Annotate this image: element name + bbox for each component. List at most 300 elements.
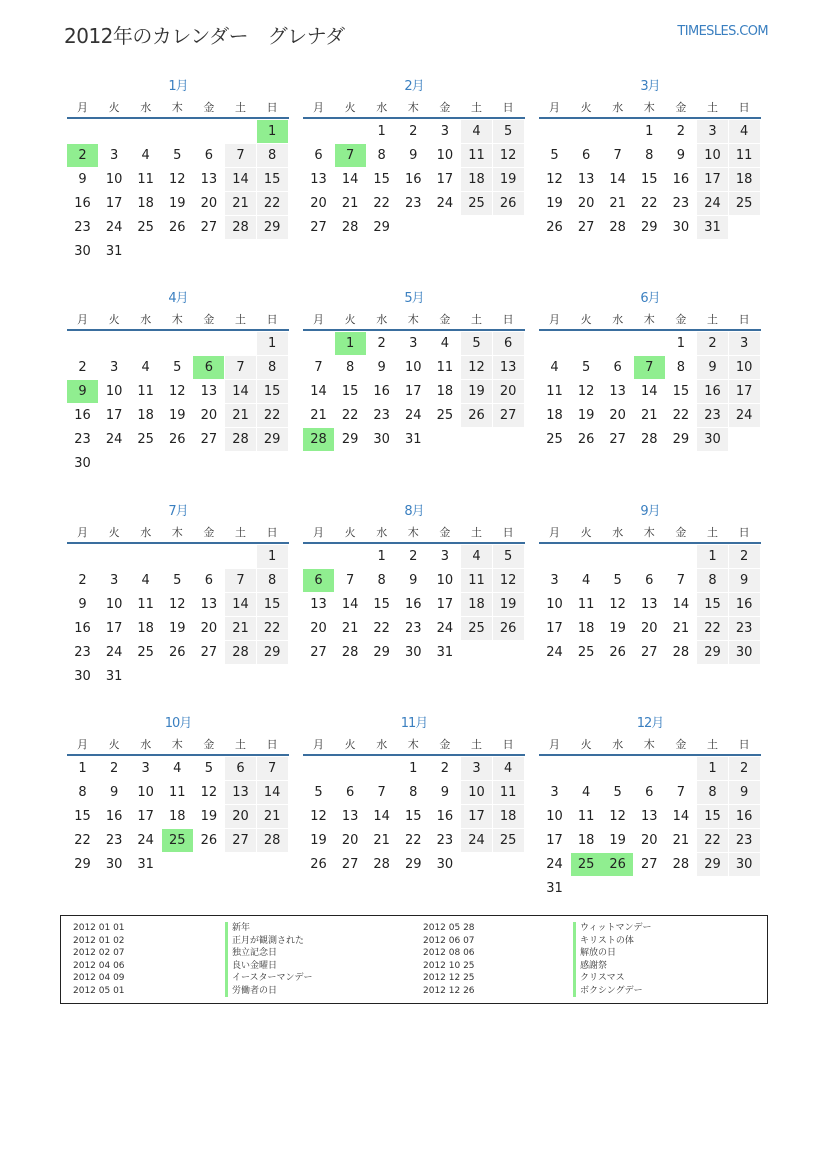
day-cell: 17 bbox=[105, 196, 123, 211]
weekday-label: 水 bbox=[612, 313, 624, 326]
day-cell: 9 bbox=[78, 172, 87, 187]
day-cell: 29 bbox=[373, 645, 390, 660]
holiday-date: 2012 05 01 bbox=[73, 985, 125, 996]
weekday-label: 土 bbox=[707, 738, 718, 751]
weekday-label: 月 bbox=[549, 738, 560, 751]
day-cell: 21 bbox=[225, 192, 256, 215]
day-cell: 16 bbox=[74, 408, 91, 423]
day-cell: 8 bbox=[257, 144, 288, 167]
day-cell: 7 bbox=[345, 573, 355, 588]
day-cell: 1 bbox=[257, 332, 288, 355]
day-cell: 19 bbox=[200, 809, 218, 824]
day-cell: 18 bbox=[546, 408, 563, 423]
day-cell: 27 bbox=[641, 857, 658, 872]
day-cell: 25 bbox=[493, 829, 524, 852]
day-cell: 5 bbox=[173, 573, 182, 588]
day-cell: 28 bbox=[257, 829, 288, 852]
day-cell: 4 bbox=[581, 573, 591, 588]
holiday-day-cell: 28 bbox=[303, 428, 334, 451]
day-cell: 27 bbox=[200, 645, 218, 660]
day-cell: 19 bbox=[493, 168, 524, 191]
day-cell: 23 bbox=[729, 617, 760, 640]
day-cell: 28 bbox=[373, 857, 390, 872]
weekday-label: 木 bbox=[643, 738, 655, 751]
day-cell: 24 bbox=[729, 404, 760, 427]
day-cell: 18 bbox=[137, 621, 154, 636]
day-cell: 25 bbox=[137, 645, 154, 660]
holiday-date: 2012 04 06 bbox=[73, 960, 125, 971]
day-cell: 19 bbox=[461, 380, 492, 403]
day-cell: 13 bbox=[310, 597, 327, 612]
weekday-label: 金 bbox=[675, 738, 687, 751]
day-cell: 3 bbox=[409, 336, 418, 351]
day-cell: 6 bbox=[645, 573, 654, 588]
weekday-label: 木 bbox=[171, 738, 183, 751]
day-cell: 12 bbox=[546, 172, 563, 187]
weekday-label: 水 bbox=[612, 738, 624, 751]
day-cell: 23 bbox=[729, 829, 760, 852]
weekday-label: 金 bbox=[439, 101, 451, 114]
day-cell: 3 bbox=[550, 573, 559, 588]
day-cell: 20 bbox=[641, 833, 658, 848]
day-cell: 18 bbox=[729, 168, 760, 191]
day-cell: 25 bbox=[137, 432, 154, 447]
day-cell: 18 bbox=[169, 809, 186, 824]
day-cell: 11 bbox=[137, 172, 154, 187]
month-name: 9月 bbox=[640, 504, 660, 519]
day-cell: 12 bbox=[200, 785, 218, 800]
weekday-label: 日 bbox=[502, 526, 514, 539]
weekday-label: 日 bbox=[738, 313, 750, 326]
day-cell: 15 bbox=[257, 168, 288, 191]
day-cell: 10 bbox=[105, 384, 123, 399]
weekday-label: 木 bbox=[171, 313, 183, 326]
weekday-label: 月 bbox=[77, 101, 88, 114]
weekday-label: 水 bbox=[376, 738, 388, 751]
holiday-date: 2012 01 02 bbox=[73, 935, 125, 946]
day-cell: 4 bbox=[141, 573, 150, 588]
day-cell: 16 bbox=[405, 597, 422, 612]
weekday-label: 土 bbox=[235, 526, 246, 539]
day-cell: 2 bbox=[729, 757, 760, 780]
day-cell: 21 bbox=[225, 404, 256, 427]
day-cell: 20 bbox=[609, 408, 626, 423]
day-cell: 20 bbox=[200, 196, 218, 211]
day-cell: 15 bbox=[672, 384, 690, 399]
holiday-name: 感謝祭 bbox=[573, 960, 651, 973]
month-name: 6月 bbox=[640, 291, 660, 306]
weekday-label: 木 bbox=[407, 101, 419, 114]
holiday-day-cell: 7 bbox=[335, 144, 366, 167]
holiday-day-cell: 26 bbox=[602, 853, 633, 876]
day-cell: 19 bbox=[169, 408, 186, 423]
day-cell: 13 bbox=[641, 809, 658, 824]
day-cell: 28 bbox=[225, 641, 256, 664]
day-cell: 23 bbox=[74, 432, 91, 447]
month-divider bbox=[303, 329, 525, 331]
day-cell: 10 bbox=[105, 597, 123, 612]
day-cell: 13 bbox=[493, 356, 524, 379]
weekday-label: 日 bbox=[502, 738, 514, 751]
day-cell: 8 bbox=[257, 356, 288, 379]
day-cell: 7 bbox=[676, 785, 686, 800]
weekday-label: 水 bbox=[376, 526, 388, 539]
day-cell: 29 bbox=[697, 641, 728, 664]
day-cell: 3 bbox=[109, 360, 119, 375]
day-cell: 25 bbox=[436, 408, 454, 423]
day-cell: 15 bbox=[697, 805, 728, 828]
site-logo[interactable]: TIMESLES.COM bbox=[677, 24, 768, 39]
day-cell: 7 bbox=[613, 148, 622, 163]
day-cell: 26 bbox=[169, 220, 186, 235]
day-cell: 21 bbox=[609, 196, 626, 211]
day-cell: 14 bbox=[641, 384, 658, 399]
month-name: 10月 bbox=[164, 716, 192, 731]
weekday-label: 金 bbox=[439, 313, 451, 326]
day-cell: 28 bbox=[225, 216, 256, 239]
day-cell: 22 bbox=[697, 829, 728, 852]
day-cell: 1 bbox=[377, 549, 386, 564]
weekday-label: 木 bbox=[171, 526, 183, 539]
weekday-label: 火 bbox=[580, 526, 592, 539]
day-cell: 30 bbox=[74, 456, 91, 471]
holiday-name: 良い金曜日 bbox=[225, 960, 313, 973]
day-cell: 16 bbox=[105, 809, 123, 824]
month-name: 8月 bbox=[404, 504, 424, 519]
day-cell: 22 bbox=[373, 621, 390, 636]
day-cell: 19 bbox=[577, 408, 595, 423]
day-cell: 19 bbox=[310, 833, 327, 848]
weekday-label: 土 bbox=[235, 101, 246, 114]
weekday-label: 火 bbox=[344, 313, 356, 326]
day-cell: 20 bbox=[341, 833, 359, 848]
day-cell: 7 bbox=[676, 573, 686, 588]
day-cell: 27 bbox=[609, 432, 626, 447]
day-cell: 7 bbox=[225, 356, 256, 379]
day-cell: 10 bbox=[729, 356, 760, 379]
day-cell: 11 bbox=[169, 785, 186, 800]
weekday-label: 日 bbox=[266, 738, 278, 751]
holiday-date: 2012 08 06 bbox=[423, 948, 475, 958]
day-cell: 24 bbox=[461, 829, 492, 852]
day-cell: 12 bbox=[577, 384, 595, 399]
day-cell: 31 bbox=[105, 669, 123, 684]
month-name: 7月 bbox=[168, 504, 188, 519]
weekday-header bbox=[303, 524, 525, 540]
day-cell: 10 bbox=[137, 785, 154, 800]
day-cell: 5 bbox=[493, 545, 524, 568]
day-cell: 10 bbox=[105, 172, 123, 187]
weekday-header bbox=[67, 736, 289, 752]
day-cell: 8 bbox=[697, 569, 728, 592]
day-cell: 10 bbox=[436, 148, 454, 163]
day-cell: 11 bbox=[577, 809, 595, 824]
weekday-label: 土 bbox=[707, 313, 718, 326]
holiday-day-cell: 1 bbox=[257, 120, 288, 143]
weekday-label: 水 bbox=[376, 313, 388, 326]
weekday-label: 土 bbox=[471, 526, 482, 539]
day-cell: 10 bbox=[436, 573, 454, 588]
day-cell: 26 bbox=[493, 617, 524, 640]
holiday-date: 2012 12 26 bbox=[423, 985, 475, 996]
day-cell: 23 bbox=[105, 833, 123, 848]
day-cell: 18 bbox=[577, 621, 595, 636]
weekday-label: 火 bbox=[580, 738, 592, 751]
day-cell: 29 bbox=[641, 220, 658, 235]
weekday-label: 水 bbox=[140, 101, 152, 114]
day-cell: 28 bbox=[225, 428, 256, 451]
day-cell: 8 bbox=[257, 569, 288, 592]
day-cell: 21 bbox=[225, 617, 256, 640]
day-cell: 26 bbox=[493, 192, 524, 215]
holiday-name: イースターマンデー bbox=[225, 972, 313, 985]
day-cell: 18 bbox=[137, 408, 154, 423]
day-cell: 30 bbox=[405, 645, 422, 660]
day-cell: 14 bbox=[672, 597, 690, 612]
weekday-label: 木 bbox=[171, 101, 183, 114]
day-cell: 30 bbox=[74, 244, 91, 259]
day-cell: 30 bbox=[697, 428, 728, 451]
day-cell: 5 bbox=[461, 332, 492, 355]
day-cell: 22 bbox=[405, 833, 422, 848]
day-cell: 3 bbox=[697, 120, 728, 143]
weekday-label: 日 bbox=[502, 101, 514, 114]
day-cell: 1 bbox=[645, 124, 654, 139]
day-cell: 3 bbox=[550, 785, 559, 800]
weekday-label: 月 bbox=[549, 101, 560, 114]
weekday-label: 月 bbox=[77, 313, 88, 326]
day-cell: 26 bbox=[310, 857, 327, 872]
day-cell: 13 bbox=[200, 597, 218, 612]
day-cell: 24 bbox=[105, 645, 123, 660]
weekday-header bbox=[67, 99, 289, 115]
holiday-date: 2012 12 25 bbox=[423, 973, 475, 983]
holiday-list bbox=[60, 915, 768, 1004]
weekday-label: 月 bbox=[313, 101, 324, 114]
weekday-label: 日 bbox=[738, 738, 750, 751]
day-cell: 12 bbox=[169, 597, 186, 612]
day-cell: 9 bbox=[440, 785, 450, 800]
day-cell: 2 bbox=[377, 336, 386, 351]
day-cell: 12 bbox=[493, 569, 524, 592]
day-cell: 10 bbox=[546, 597, 563, 612]
day-cell: 24 bbox=[436, 621, 454, 636]
day-cell: 25 bbox=[461, 192, 492, 215]
weekday-label: 日 bbox=[266, 101, 278, 114]
holiday-day-cell: 6 bbox=[193, 356, 224, 379]
day-cell: 9 bbox=[109, 785, 119, 800]
day-cell: 24 bbox=[105, 220, 123, 235]
weekday-label: 木 bbox=[643, 526, 655, 539]
day-cell: 5 bbox=[314, 785, 323, 800]
holiday-name: 正月が観測された bbox=[225, 935, 313, 948]
month-divider bbox=[303, 117, 525, 119]
day-cell: 14 bbox=[609, 172, 626, 187]
day-cell: 11 bbox=[436, 360, 454, 375]
day-cell: 29 bbox=[405, 857, 422, 872]
day-cell: 1 bbox=[697, 757, 728, 780]
day-cell: 10 bbox=[405, 360, 422, 375]
holiday-name: 労働者の日 bbox=[225, 985, 313, 998]
day-cell: 29 bbox=[257, 428, 288, 451]
day-cell: 23 bbox=[672, 196, 690, 211]
weekday-label: 木 bbox=[407, 313, 419, 326]
weekday-label: 水 bbox=[612, 101, 624, 114]
weekday-label: 月 bbox=[77, 526, 88, 539]
day-cell: 26 bbox=[461, 404, 492, 427]
day-cell: 21 bbox=[672, 833, 690, 848]
day-cell: 15 bbox=[641, 172, 658, 187]
day-cell: 24 bbox=[105, 432, 123, 447]
holiday-date: 2012 02 07 bbox=[73, 948, 125, 958]
day-cell: 4 bbox=[461, 120, 492, 143]
day-cell: 12 bbox=[493, 144, 524, 167]
day-cell: 17 bbox=[729, 380, 760, 403]
weekday-label: 金 bbox=[203, 313, 215, 326]
day-cell: 13 bbox=[341, 809, 359, 824]
day-cell: 3 bbox=[141, 761, 150, 776]
month-divider bbox=[539, 329, 761, 331]
day-cell: 2 bbox=[409, 124, 418, 139]
weekday-label: 金 bbox=[675, 313, 687, 326]
holiday-name: クリスマス bbox=[573, 972, 651, 985]
day-cell: 9 bbox=[676, 148, 686, 163]
day-cell: 17 bbox=[546, 833, 563, 848]
weekday-header bbox=[539, 99, 761, 115]
day-cell: 7 bbox=[257, 757, 288, 780]
holiday-date: 2012 05 28 bbox=[423, 923, 475, 933]
day-cell: 21 bbox=[672, 621, 690, 636]
weekday-label: 月 bbox=[313, 313, 324, 326]
day-cell: 11 bbox=[137, 384, 154, 399]
weekday-header bbox=[303, 736, 525, 752]
day-cell: 22 bbox=[74, 833, 91, 848]
weekday-label: 火 bbox=[344, 526, 356, 539]
day-cell: 4 bbox=[440, 336, 450, 351]
day-cell: 3 bbox=[109, 573, 119, 588]
weekday-label: 土 bbox=[235, 738, 246, 751]
day-cell: 12 bbox=[310, 809, 327, 824]
day-cell: 8 bbox=[78, 785, 87, 800]
day-cell: 5 bbox=[550, 148, 559, 163]
day-cell: 21 bbox=[373, 833, 390, 848]
day-cell: 30 bbox=[373, 432, 390, 447]
weekday-header bbox=[303, 311, 525, 327]
holiday-date: 2012 01 01 bbox=[73, 923, 125, 933]
month-divider bbox=[303, 542, 525, 544]
weekday-label: 日 bbox=[738, 101, 750, 114]
weekday-label: 水 bbox=[140, 526, 152, 539]
day-cell: 30 bbox=[729, 641, 760, 664]
day-cell: 15 bbox=[373, 172, 390, 187]
month-divider bbox=[67, 754, 289, 756]
weekday-label: 火 bbox=[344, 101, 356, 114]
day-cell: 27 bbox=[200, 220, 218, 235]
day-cell: 18 bbox=[461, 168, 492, 191]
day-cell: 22 bbox=[341, 408, 359, 423]
day-cell: 2 bbox=[78, 360, 87, 375]
day-cell: 2 bbox=[676, 124, 686, 139]
day-cell: 20 bbox=[200, 621, 218, 636]
holiday-date: 2012 06 07 bbox=[423, 935, 475, 946]
weekday-label: 金 bbox=[203, 101, 215, 114]
day-cell: 12 bbox=[169, 172, 186, 187]
holiday-day-cell: 2 bbox=[67, 144, 98, 167]
day-cell: 12 bbox=[609, 809, 626, 824]
day-cell: 14 bbox=[225, 168, 256, 191]
day-cell: 31 bbox=[105, 244, 123, 259]
day-cell: 17 bbox=[697, 168, 728, 191]
day-cell: 23 bbox=[405, 196, 422, 211]
day-cell: 26 bbox=[169, 645, 186, 660]
day-cell: 21 bbox=[641, 408, 658, 423]
weekday-header bbox=[67, 311, 289, 327]
day-cell: 23 bbox=[697, 404, 728, 427]
day-cell: 3 bbox=[440, 124, 450, 139]
day-cell: 15 bbox=[74, 809, 91, 824]
day-cell: 28 bbox=[672, 645, 690, 660]
weekday-header bbox=[539, 736, 761, 752]
day-cell: 6 bbox=[613, 360, 622, 375]
weekday-header bbox=[539, 311, 761, 327]
day-cell: 22 bbox=[257, 617, 288, 640]
day-cell: 15 bbox=[257, 380, 288, 403]
month-divider bbox=[67, 329, 289, 331]
day-cell: 2 bbox=[697, 332, 728, 355]
month-name: 2月 bbox=[404, 79, 424, 94]
weekday-label: 火 bbox=[580, 101, 592, 114]
day-cell: 20 bbox=[310, 621, 327, 636]
weekday-label: 土 bbox=[471, 101, 482, 114]
day-cell: 29 bbox=[672, 432, 690, 447]
day-cell: 30 bbox=[729, 853, 760, 876]
weekday-label: 日 bbox=[502, 313, 514, 326]
month-name: 1月 bbox=[168, 79, 188, 94]
day-cell: 17 bbox=[436, 597, 454, 612]
day-cell: 21 bbox=[341, 621, 359, 636]
month-name: 3月 bbox=[640, 79, 660, 94]
day-cell: 29 bbox=[373, 220, 390, 235]
holiday-dates-col-1 bbox=[73, 922, 125, 997]
weekday-label: 水 bbox=[140, 738, 152, 751]
holiday-day-cell: 6 bbox=[303, 569, 334, 592]
holiday-names-col-2 bbox=[573, 922, 651, 997]
day-cell: 13 bbox=[225, 781, 256, 804]
day-cell: 25 bbox=[461, 617, 492, 640]
day-cell: 9 bbox=[729, 569, 760, 592]
holiday-name: ボクシングデー bbox=[573, 985, 651, 998]
month-divider bbox=[303, 754, 525, 756]
day-cell: 15 bbox=[697, 593, 728, 616]
day-cell: 23 bbox=[436, 833, 454, 848]
day-cell: 27 bbox=[310, 645, 327, 660]
day-cell: 4 bbox=[581, 785, 591, 800]
day-cell: 6 bbox=[225, 757, 256, 780]
day-cell: 25 bbox=[729, 192, 760, 215]
day-cell: 2 bbox=[109, 761, 119, 776]
holiday-name: 解放の日 bbox=[573, 947, 651, 960]
weekday-header bbox=[303, 99, 525, 115]
weekday-label: 火 bbox=[108, 526, 120, 539]
day-cell: 14 bbox=[672, 809, 690, 824]
day-cell: 29 bbox=[697, 853, 728, 876]
weekday-label: 月 bbox=[313, 526, 324, 539]
day-cell: 6 bbox=[314, 148, 323, 163]
day-cell: 16 bbox=[74, 621, 91, 636]
day-cell: 5 bbox=[581, 360, 591, 375]
weekday-label: 月 bbox=[549, 526, 560, 539]
day-cell: 19 bbox=[493, 593, 524, 616]
